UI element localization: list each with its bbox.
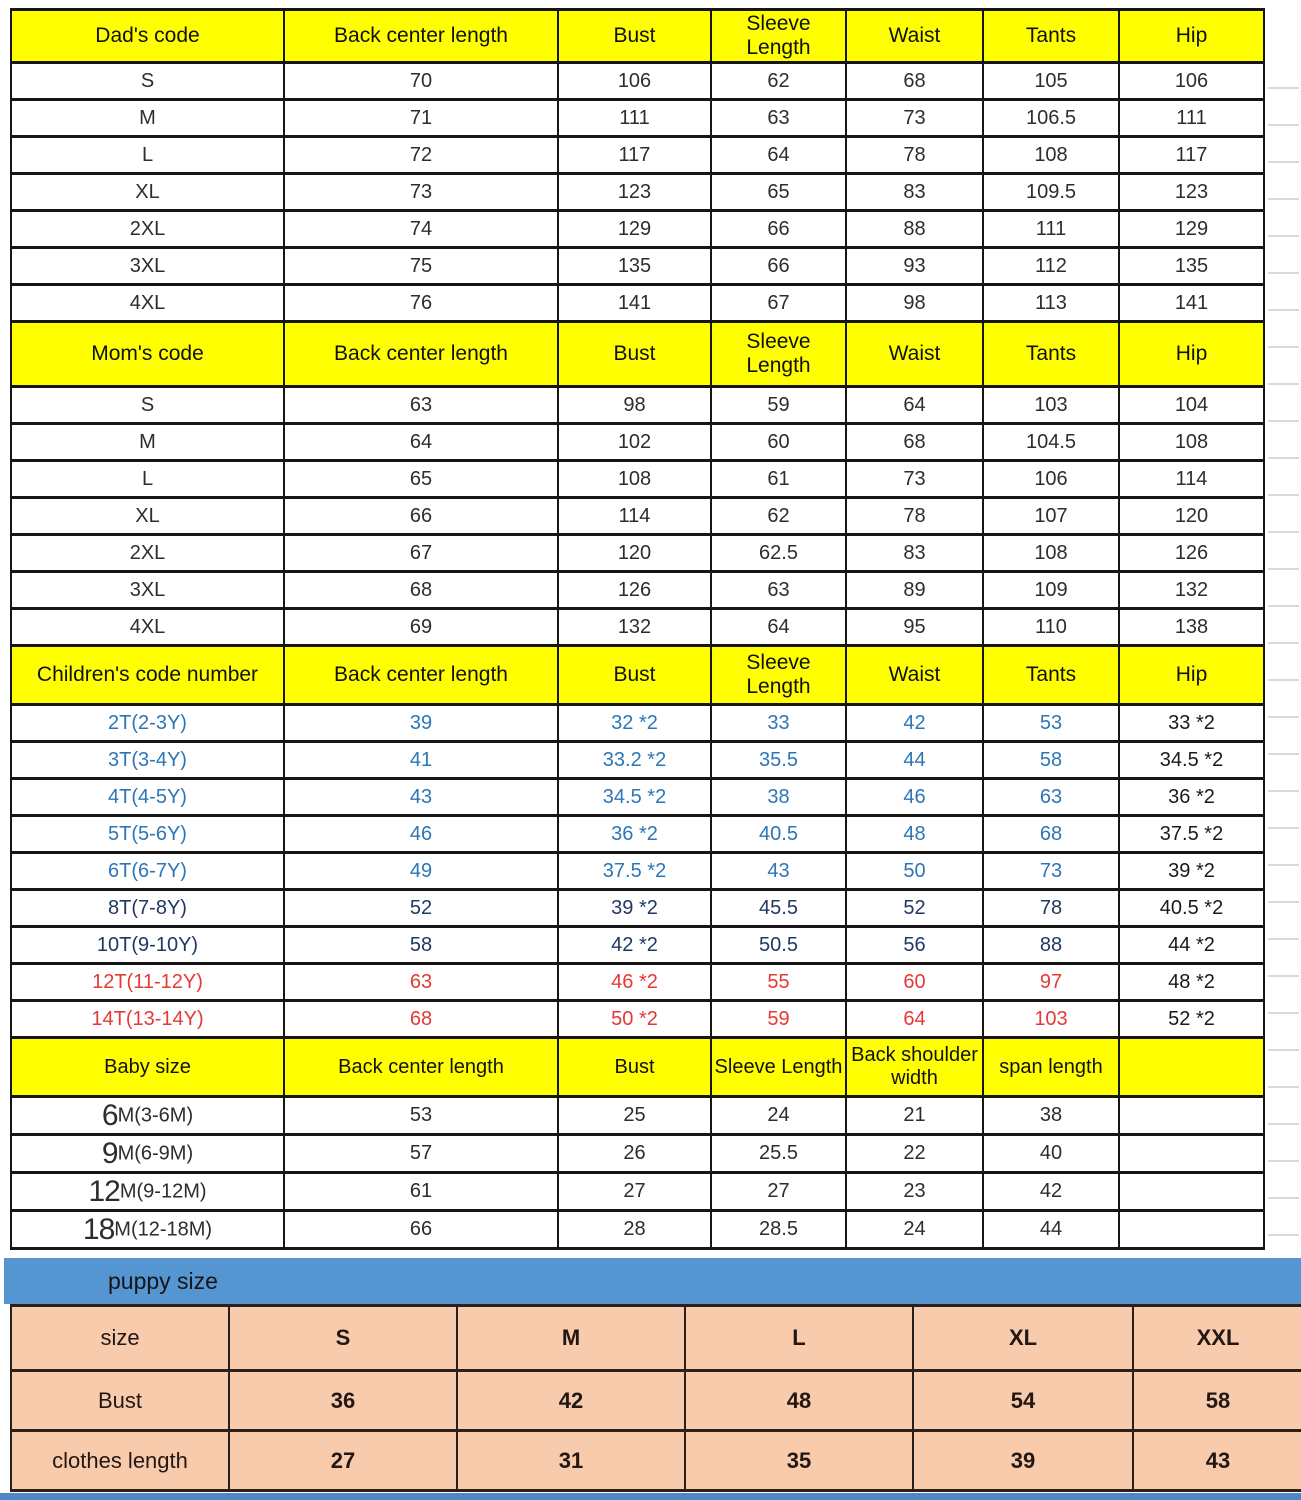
- table-cell: 43: [1133, 1431, 1301, 1491]
- table-cell: 59: [711, 387, 846, 424]
- table-cell: 38: [983, 1097, 1119, 1135]
- table-cell: 39 *2: [1119, 853, 1264, 890]
- table-row: [11, 387, 1264, 424]
- table-cell: 39: [913, 1431, 1133, 1491]
- table-cell: 24: [711, 1097, 846, 1135]
- dad-col-tants: Tants: [983, 10, 1119, 63]
- table-cell: 103: [983, 1001, 1119, 1038]
- table-cell: 39: [284, 705, 558, 742]
- table-cell: 117: [1119, 137, 1264, 174]
- table-row: [11, 890, 1264, 927]
- table-cell: 75: [284, 248, 558, 285]
- table-cell: 56: [846, 927, 983, 964]
- table-cell: Bust: [11, 1371, 229, 1431]
- table-cell: 36: [229, 1371, 457, 1431]
- children-col-waist: Waist: [846, 646, 983, 705]
- table-cell: 98: [558, 387, 711, 424]
- puppy-size-banner-label: puppy size: [108, 1267, 218, 1294]
- table-cell: 76: [284, 285, 558, 322]
- table-cell: 3XL: [11, 572, 284, 609]
- table-row: [11, 1431, 1301, 1491]
- table-cell: 71: [284, 100, 558, 137]
- table-cell: 5T(5-6Y): [11, 816, 284, 853]
- table-cell: 64: [846, 387, 983, 424]
- table-cell: XL: [11, 174, 284, 211]
- table-cell: 10T(9-10Y): [11, 927, 284, 964]
- table-row: [11, 816, 1264, 853]
- table-row: [11, 742, 1264, 779]
- table-cell: 40: [983, 1135, 1119, 1173]
- table-cell: 50 *2: [558, 1001, 711, 1038]
- table-cell: 65: [284, 461, 558, 498]
- table-cell: 61: [284, 1173, 558, 1211]
- table-row: [11, 535, 1264, 572]
- table-cell: 60: [846, 964, 983, 1001]
- table-row: [11, 100, 1264, 137]
- table-cell: 32 *2: [558, 705, 711, 742]
- mom-col-back-center-length: Back center length: [284, 322, 558, 387]
- mom-col-bust: Bust: [558, 322, 711, 387]
- table-cell: 108: [983, 137, 1119, 174]
- table-cell: 46: [846, 779, 983, 816]
- table-cell: 141: [558, 285, 711, 322]
- table-cell: 74: [284, 211, 558, 248]
- empty-cell: [1119, 1173, 1264, 1211]
- table-cell: 22: [846, 1135, 983, 1173]
- table-cell: 108: [1119, 424, 1264, 461]
- table-cell: 63: [711, 572, 846, 609]
- table-cell: 141: [1119, 285, 1264, 322]
- table-cell: 106.5: [983, 100, 1119, 137]
- table-row: [11, 1097, 1264, 1135]
- table-cell: 44: [846, 742, 983, 779]
- table-cell: 114: [558, 498, 711, 535]
- table-row: [11, 285, 1264, 322]
- table-cell: 21: [846, 1097, 983, 1135]
- table-cell: 135: [558, 248, 711, 285]
- table-cell: 48 *2: [1119, 964, 1264, 1001]
- baby-col-sleeve-length: Sleeve Length: [711, 1038, 846, 1097]
- table-cell: 33: [711, 705, 846, 742]
- table-cell: 6M(3-6M): [11, 1097, 284, 1135]
- table-row: [11, 609, 1264, 646]
- table-cell: 132: [1119, 572, 1264, 609]
- puppy-col-l: L: [685, 1306, 913, 1371]
- table-cell: 28.5: [711, 1211, 846, 1249]
- table-cell: L: [11, 137, 284, 174]
- table-cell: 97: [983, 964, 1119, 1001]
- puppy-size-banner: [4, 1258, 1301, 1304]
- table-cell: 36 *2: [558, 816, 711, 853]
- table-cell: 104: [1119, 387, 1264, 424]
- table-cell: 63: [284, 387, 558, 424]
- table-cell: 93: [846, 248, 983, 285]
- table-cell: 42: [983, 1173, 1119, 1211]
- table-cell: 33.2 *2: [558, 742, 711, 779]
- table-cell: 52 *2: [1119, 1001, 1264, 1038]
- table-row: [11, 211, 1264, 248]
- table-cell: 103: [983, 387, 1119, 424]
- table-cell: 37.5 *2: [558, 853, 711, 890]
- table-cell: 18M(12-18M): [11, 1211, 284, 1249]
- table-cell: 78: [846, 137, 983, 174]
- table-cell: 95: [846, 609, 983, 646]
- table-cell: 88: [846, 211, 983, 248]
- table-cell: 83: [846, 174, 983, 211]
- children-header-row: [11, 646, 1264, 705]
- table-cell: 68: [983, 816, 1119, 853]
- table-cell: 25.5: [711, 1135, 846, 1173]
- table-cell: 43: [284, 779, 558, 816]
- children-col-code: Children's code number: [11, 646, 284, 705]
- table-cell: 58: [284, 927, 558, 964]
- table-row: [11, 1001, 1264, 1038]
- baby-col-span-length: span length: [983, 1038, 1119, 1097]
- table-cell: 42: [457, 1371, 685, 1431]
- table-cell: 67: [711, 285, 846, 322]
- table-cell: 64: [846, 1001, 983, 1038]
- table-cell: 107: [983, 498, 1119, 535]
- table-cell: 53: [983, 705, 1119, 742]
- baby-size-rows: [11, 1097, 1264, 1249]
- table-cell: 50: [846, 853, 983, 890]
- table-cell: 112: [983, 248, 1119, 285]
- table-cell: 104.5: [983, 424, 1119, 461]
- table-cell: 64: [711, 609, 846, 646]
- table-cell: 58: [983, 742, 1119, 779]
- table-cell: 63: [711, 100, 846, 137]
- table-cell: 48: [846, 816, 983, 853]
- table-cell: 27: [711, 1173, 846, 1211]
- table-cell: 6T(6-7Y): [11, 853, 284, 890]
- table-cell: 65: [711, 174, 846, 211]
- table-cell: 40.5: [711, 816, 846, 853]
- table-cell: 46: [284, 816, 558, 853]
- table-row: [11, 572, 1264, 609]
- table-row: [11, 853, 1264, 890]
- table-cell: 106: [1119, 63, 1264, 100]
- table-row: [11, 424, 1264, 461]
- table-cell: 113: [983, 285, 1119, 322]
- table-cell: 106: [983, 461, 1119, 498]
- table-row: [11, 927, 1264, 964]
- table-cell: 129: [558, 211, 711, 248]
- baby-col-back-shoulder-width: Back shoulder width: [846, 1038, 983, 1097]
- table-cell: 53: [284, 1097, 558, 1135]
- table-cell: 109.5: [983, 174, 1119, 211]
- table-cell: 111: [1119, 100, 1264, 137]
- table-cell: 109: [983, 572, 1119, 609]
- table-cell: 68: [846, 63, 983, 100]
- table-cell: 43: [711, 853, 846, 890]
- table-cell: 2XL: [11, 211, 284, 248]
- table-cell: 68: [284, 572, 558, 609]
- empty-cell: [1119, 1135, 1264, 1173]
- table-cell: 49: [284, 853, 558, 890]
- table-cell: 8T(7-8Y): [11, 890, 284, 927]
- mom-col-hip: Hip: [1119, 322, 1264, 387]
- mom-col-waist: Waist: [846, 322, 983, 387]
- table-cell: 88: [983, 927, 1119, 964]
- table-cell: 2T(2-3Y): [11, 705, 284, 742]
- table-cell: 12T(11-12Y): [11, 964, 284, 1001]
- table-cell: 98: [846, 285, 983, 322]
- table-cell: 46 *2: [558, 964, 711, 1001]
- mom-col-code: Mom's code: [11, 322, 284, 387]
- table-cell: 67: [284, 535, 558, 572]
- table-cell: 73: [284, 174, 558, 211]
- table-cell: 3XL: [11, 248, 284, 285]
- children-size-rows: [11, 705, 1264, 1038]
- table-cell: 4T(4-5Y): [11, 779, 284, 816]
- table-cell: 36 *2: [1119, 779, 1264, 816]
- empty-cell: [1119, 1211, 1264, 1249]
- puppy-size-table: [10, 1304, 1301, 1492]
- table-cell: 62: [711, 63, 846, 100]
- puppy-size-rows: [11, 1371, 1301, 1491]
- table-cell: 108: [983, 535, 1119, 572]
- table-cell: 70: [284, 63, 558, 100]
- table-cell: 110: [983, 609, 1119, 646]
- table-cell: 34.5 *2: [1119, 742, 1264, 779]
- table-cell: 38: [711, 779, 846, 816]
- table-cell: 68: [284, 1001, 558, 1038]
- table-cell: M: [11, 424, 284, 461]
- table-cell: 61: [711, 461, 846, 498]
- spreadsheet-gridlines: [1268, 52, 1299, 1258]
- table-row: [11, 964, 1264, 1001]
- table-cell: 27: [558, 1173, 711, 1211]
- table-cell: 111: [558, 100, 711, 137]
- puppy-col-xxl: XXL: [1133, 1306, 1301, 1371]
- table-cell: 50.5: [711, 927, 846, 964]
- mom-col-tants: Tants: [983, 322, 1119, 387]
- table-cell: 45.5: [711, 890, 846, 927]
- table-cell: 33 *2: [1119, 705, 1264, 742]
- table-cell: 63: [284, 964, 558, 1001]
- table-cell: 2XL: [11, 535, 284, 572]
- table-cell: 120: [1119, 498, 1264, 535]
- table-cell: 4XL: [11, 285, 284, 322]
- table-row: [11, 498, 1264, 535]
- table-cell: 138: [1119, 609, 1264, 646]
- mom-size-rows: [11, 387, 1264, 646]
- table-cell: 12M(9-12M): [11, 1173, 284, 1211]
- table-cell: 52: [846, 890, 983, 927]
- table-cell: 34.5 *2: [558, 779, 711, 816]
- empty-cell: [1119, 1038, 1264, 1097]
- table-cell: 4XL: [11, 609, 284, 646]
- table-cell: 62.5: [711, 535, 846, 572]
- table-cell: 69: [284, 609, 558, 646]
- table-cell: 52: [284, 890, 558, 927]
- table-cell: 35.5: [711, 742, 846, 779]
- table-row: [11, 137, 1264, 174]
- dad-col-bust: Bust: [558, 10, 711, 63]
- table-cell: 62: [711, 498, 846, 535]
- table-cell: 78: [846, 498, 983, 535]
- table-cell: 66: [711, 211, 846, 248]
- children-col-tants: Tants: [983, 646, 1119, 705]
- table-cell: 54: [913, 1371, 1133, 1431]
- table-cell: 26: [558, 1135, 711, 1173]
- table-cell: 59: [711, 1001, 846, 1038]
- table-cell: 123: [558, 174, 711, 211]
- table-cell: S: [11, 387, 284, 424]
- table-cell: 25: [558, 1097, 711, 1135]
- children-col-bust: Bust: [558, 646, 711, 705]
- table-row: [11, 1211, 1264, 1249]
- table-row: [11, 1173, 1264, 1211]
- table-cell: 105: [983, 63, 1119, 100]
- dad-size-rows: [11, 63, 1264, 322]
- table-cell: 55: [711, 964, 846, 1001]
- table-cell: 73: [846, 100, 983, 137]
- dad-col-hip: Hip: [1119, 10, 1264, 63]
- table-cell: 123: [1119, 174, 1264, 211]
- dad-header-row: [11, 10, 1264, 63]
- mom-col-sleeve-length: Sleeve Length: [711, 322, 846, 387]
- table-cell: 73: [846, 461, 983, 498]
- table-cell: 66: [284, 1211, 558, 1249]
- table-row: [11, 461, 1264, 498]
- children-col-hip: Hip: [1119, 646, 1264, 705]
- table-cell: 58: [1133, 1371, 1301, 1431]
- table-cell: M: [11, 100, 284, 137]
- table-cell: 78: [983, 890, 1119, 927]
- table-cell: 27: [229, 1431, 457, 1491]
- table-cell: 35: [685, 1431, 913, 1491]
- baby-header-row: [11, 1038, 1264, 1097]
- table-cell: 37.5 *2: [1119, 816, 1264, 853]
- table-cell: 73: [983, 853, 1119, 890]
- table-cell: S: [11, 63, 284, 100]
- table-cell: 23: [846, 1173, 983, 1211]
- table-cell: 106: [558, 63, 711, 100]
- table-row: [11, 248, 1264, 285]
- bottom-blue-strip: [0, 1493, 1301, 1500]
- table-cell: 28: [558, 1211, 711, 1249]
- puppy-col-size-label: size: [11, 1306, 229, 1371]
- table-cell: L: [11, 461, 284, 498]
- table-cell: 63: [983, 779, 1119, 816]
- table-cell: XL: [11, 498, 284, 535]
- table-cell: 111: [983, 211, 1119, 248]
- puppy-col-xl: XL: [913, 1306, 1133, 1371]
- table-cell: clothes length: [11, 1431, 229, 1491]
- puppy-header-row: [11, 1306, 1301, 1371]
- table-cell: 68: [846, 424, 983, 461]
- table-cell: 64: [711, 137, 846, 174]
- table-cell: 108: [558, 461, 711, 498]
- children-col-sleeve-length: Sleeve Length: [711, 646, 846, 705]
- baby-col-size: Baby size: [11, 1038, 284, 1097]
- dad-col-waist: Waist: [846, 10, 983, 63]
- table-cell: 31: [457, 1431, 685, 1491]
- table-cell: 114: [1119, 461, 1264, 498]
- dad-col-code: Dad's code: [11, 10, 284, 63]
- table-cell: 126: [1119, 535, 1264, 572]
- dad-col-back-center-length: Back center length: [284, 10, 558, 63]
- table-cell: 129: [1119, 211, 1264, 248]
- table-cell: 126: [558, 572, 711, 609]
- table-cell: 44 *2: [1119, 927, 1264, 964]
- table-row: [11, 705, 1264, 742]
- table-cell: 48: [685, 1371, 913, 1431]
- mom-header-row: [11, 322, 1264, 387]
- baby-col-bust: Bust: [558, 1038, 711, 1097]
- table-cell: 24: [846, 1211, 983, 1249]
- family-size-table: [10, 8, 1265, 1250]
- table-cell: 39 *2: [558, 890, 711, 927]
- empty-cell: [1119, 1097, 1264, 1135]
- table-row: [11, 1371, 1301, 1431]
- table-row: [11, 63, 1264, 100]
- table-row: [11, 779, 1264, 816]
- puppy-col-s: S: [229, 1306, 457, 1371]
- table-cell: 120: [558, 535, 711, 572]
- table-row: [11, 1135, 1264, 1173]
- table-cell: 66: [711, 248, 846, 285]
- table-cell: 132: [558, 609, 711, 646]
- dad-col-sleeve-length: Sleeve Length: [711, 10, 846, 63]
- table-cell: 14T(13-14Y): [11, 1001, 284, 1038]
- baby-col-back-center-length: Back center length: [284, 1038, 558, 1097]
- children-col-back-center-length: Back center length: [284, 646, 558, 705]
- table-cell: 9M(6-9M): [11, 1135, 284, 1173]
- table-cell: 3T(3-4Y): [11, 742, 284, 779]
- table-cell: 41: [284, 742, 558, 779]
- table-cell: 60: [711, 424, 846, 461]
- table-cell: 40.5 *2: [1119, 890, 1264, 927]
- table-cell: 42 *2: [558, 927, 711, 964]
- table-cell: 64: [284, 424, 558, 461]
- table-cell: 66: [284, 498, 558, 535]
- table-cell: 117: [558, 137, 711, 174]
- table-cell: 44: [983, 1211, 1119, 1249]
- table-cell: 135: [1119, 248, 1264, 285]
- table-row: [11, 174, 1264, 211]
- table-cell: 83: [846, 535, 983, 572]
- table-cell: 72: [284, 137, 558, 174]
- table-cell: 102: [558, 424, 711, 461]
- table-cell: 42: [846, 705, 983, 742]
- table-cell: 89: [846, 572, 983, 609]
- table-cell: 57: [284, 1135, 558, 1173]
- puppy-col-m: M: [457, 1306, 685, 1371]
